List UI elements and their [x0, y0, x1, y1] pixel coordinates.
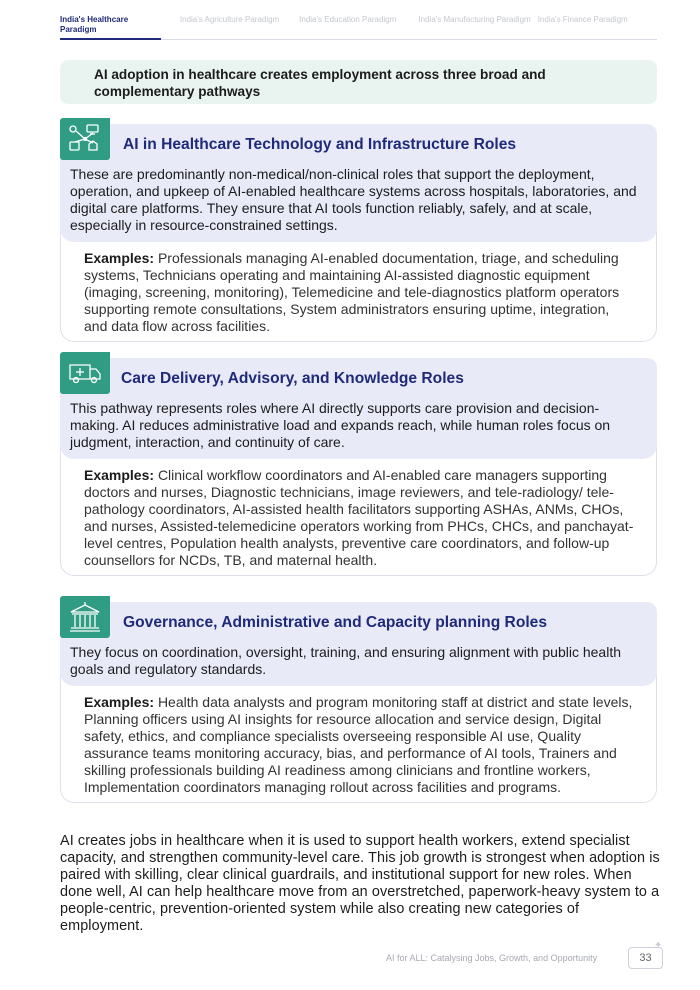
examples-text: Health data analysts and program monitoring staff at district and state levels, Planning officers using AI insights for resource allocation and service design, Digital safety, ethics, and compliance specialists overseeing responsible AI use, Quality assurance teams monitoring accuracy, bias, and performance of AI tools, Trainers and skilling professionals building AI readiness among clinicians and frontline workers, Implementation coordinators managing rollout across facilities and programs. [84, 694, 633, 795]
tab-healthcare[interactable]: India's Healthcare Paradigm [60, 14, 161, 40]
section-description: They focus on coordination, oversight, training, and ensuring alignment with public health goals and regulatory standards. [70, 644, 621, 677]
footer-title: AI for ALL: Catalysing Jobs, Growth, and Opportunity [386, 953, 598, 963]
section-title: Governance, Administrative and Capacity planning Roles [123, 614, 548, 631]
tab-agriculture[interactable]: India's Agriculture Paradigm [179, 15, 280, 24]
examples-label: Examples: [84, 467, 155, 483]
tab-education[interactable]: India's Education Paradigm [299, 15, 397, 24]
section-header-panel [60, 602, 657, 686]
examples-label: Examples: [84, 694, 155, 710]
examples-box [60, 228, 657, 342]
section-description: These are predominantly non-medical/non-clinical roles that support the deployment, operation, and upkeep of AI-enabled healthcare systems across hospitals, laboratories, and digital care platforms. They ensure that AI tools function reliably, safely, and at scale, especially in resource-constrained settings. [70, 166, 637, 233]
closing-paragraph: AI creates jobs in healthcare when it is used to support health workers, extend specialist capacity, and strengthen community-level care. This job growth is strongest when adoption is paired with skilling, clear clinical guardrails, and institutional support for new roles. When done well, AI can help healthcare move from an overstretched, paperwork-heavy system to a people-centric, prevention-oriented system while also creating new categories of employment. [60, 833, 660, 934]
examples-text: Clinical workflow coordinators and AI-enabled care managers supporting doctors and nurses, Diagnostic technicians, image reviewers, and tele-radiology/ tele-pathology coordinators, AI-assisted health facilitators supporting ASHAs, ANMs, CHOs, and nurses, Assisted-telemedicine operators working from PHCs, CHCs, and panchayat-level centres, Population health analysts, preventive care coordinators, and follow-up counsellors for NCDs, TB, and maternal health. [84, 467, 634, 568]
section-description: This pathway represents roles where AI directly supports care provision and decision-making. AI reduces administrative load and expands reach, while human roles focus on judgment, interaction, and continuity of care. [70, 400, 611, 450]
section-title: AI in Healthcare Technology and Infrastructure Roles [123, 136, 517, 153]
page-number: 33 [628, 947, 663, 969]
ambulance-icon [60, 352, 110, 394]
sparkle-icon: ✦ [654, 940, 663, 951]
paradigm-tabs [60, 14, 657, 40]
government-building-icon [60, 596, 110, 638]
examples-box [60, 445, 657, 576]
section-header-panel [60, 124, 657, 242]
examples-text: Professionals managing AI-enabled documentation, triage, and scheduling systems, Technicians operating and maintaining AI-assisted diagnostic equipment (imaging, screening, monitoring), Telemedicine and tele-diagnostics platform operators supporting remote consultations, System administrators ensuring uptime, integration, and data flow across facilities. [84, 250, 620, 334]
tab-manufacturing[interactable]: India's Manufacturing Paradigm [418, 15, 531, 24]
tab-finance[interactable]: India's Finance Paradigm [537, 15, 628, 24]
examples-box [60, 672, 657, 803]
examples-label: Examples: [84, 250, 155, 266]
section-technology-roles [60, 124, 657, 342]
section-governance-roles [60, 602, 657, 803]
section-care-delivery-roles [60, 358, 657, 576]
network-devices-icon [60, 118, 110, 160]
section-title: Care Delivery, Advisory, and Knowledge Roles [121, 370, 464, 387]
intro-callout: AI adoption in healthcare creates employment across three broad and complementary pathways [60, 60, 657, 104]
section-header-panel [60, 358, 657, 459]
